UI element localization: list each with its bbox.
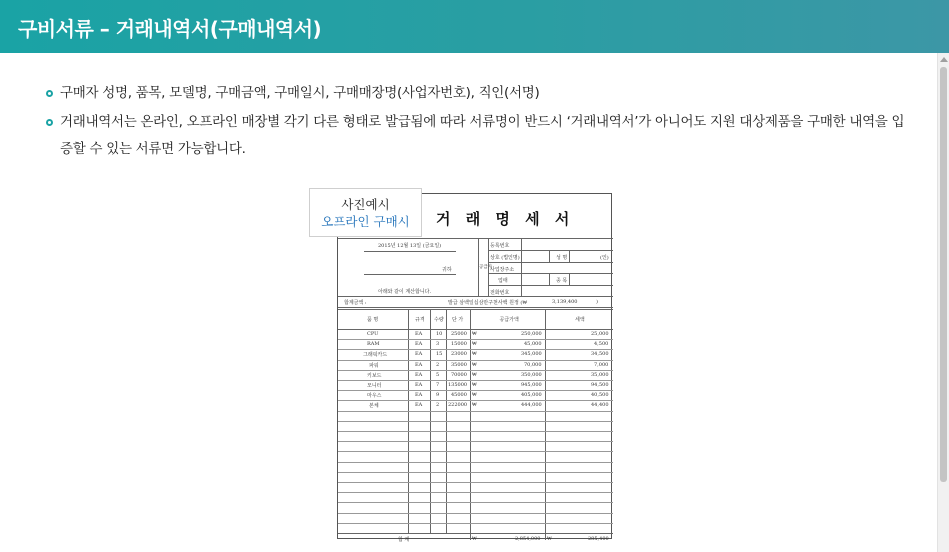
table-row-line <box>338 502 613 503</box>
page-header <box>0 0 949 53</box>
cell-qty: 9 <box>436 392 440 399</box>
table-row-line <box>338 482 613 483</box>
supplier-field: 전화번호 <box>490 290 510 296</box>
cell-tax: 34,500 <box>591 351 609 358</box>
table-column-header-amount: 공급가액 <box>499 317 519 323</box>
cell-price: 222000 <box>448 402 468 409</box>
cell-currency: ₩ <box>472 392 477 399</box>
cell-spec: EA <box>415 371 423 378</box>
list-item <box>46 109 916 163</box>
cell-amount: 350,000 <box>521 371 542 378</box>
cell-price: 35000 <box>451 361 467 368</box>
cell-currency: ₩ <box>472 382 477 388</box>
bullet-circle-icon <box>46 119 53 126</box>
cell-name: 본체 <box>369 403 379 410</box>
total-close: ) <box>596 299 598 305</box>
cell-amount: 345,000 <box>521 351 542 358</box>
supplier-extra: 성 명 <box>556 255 568 261</box>
table-row-line <box>338 451 613 452</box>
cell-spec: EA <box>415 392 423 399</box>
table-row-line <box>338 349 613 350</box>
cell-price: 15000 <box>451 341 467 348</box>
table-row-line <box>338 339 613 340</box>
table-column-header-tax: 세액 <box>575 317 585 323</box>
table-row-line <box>338 390 613 391</box>
cell-spec: EA <box>415 402 423 409</box>
cell-name: 파워 <box>369 362 379 369</box>
statement-title: 거 래 명 세 서 <box>436 210 575 228</box>
page-title: 구비서류 – 거래내역서(구매내역서) <box>18 17 322 41</box>
cell-qty: 15 <box>436 351 443 358</box>
cell-name: 키보드 <box>367 372 382 379</box>
table-divider <box>338 533 613 534</box>
table-column-header-price: 단 가 <box>452 317 464 323</box>
table-row-line <box>338 360 613 361</box>
supplier-field: 업태 <box>498 278 508 284</box>
cell-price: 45000 <box>451 392 467 399</box>
sum-amount: 2,854,000 <box>515 536 541 542</box>
supplier-field: 상호 (법인명) <box>490 255 520 261</box>
sum-label: 합 계 <box>398 537 410 543</box>
cell-tax: 40,500 <box>591 392 609 399</box>
table-divider <box>338 329 613 330</box>
cell-tax: 94,500 <box>591 382 609 388</box>
table-column-header-spec: 규격 <box>415 317 425 323</box>
table-divider <box>545 533 546 540</box>
cell-name: RAM <box>367 341 380 348</box>
total-label: 합계금액 : <box>344 300 367 306</box>
statement-date: 2015년 12월 13일 (금요일) <box>378 243 442 249</box>
table-row-line <box>338 492 613 493</box>
cell-spec: EA <box>415 382 423 388</box>
table-row-line <box>338 431 613 432</box>
table-column-header-qty: 수량 <box>434 317 444 323</box>
cell-amount: 444,000 <box>521 402 542 409</box>
photo-example-title: 사진예시 <box>341 197 390 212</box>
supplier-field: 등록번호 <box>490 243 510 249</box>
cell-amount: 45,000 <box>524 341 542 348</box>
table-column-header-name: 품 명 <box>367 317 379 323</box>
table-row-line <box>338 513 613 514</box>
table-row-line <box>338 380 613 381</box>
cell-price: 135000 <box>448 382 468 388</box>
cell-currency: ₩ <box>472 331 477 337</box>
cell-spec: EA <box>415 351 423 358</box>
transaction-statement-image <box>337 193 612 543</box>
cell-tax: 7,000 <box>594 361 609 368</box>
cell-qty: 2 <box>436 361 440 368</box>
cell-tax: 44,400 <box>591 402 609 409</box>
recipient-suffix: 귀하 <box>442 267 452 273</box>
cell-currency: ₩ <box>472 371 477 378</box>
supplier-extra: (인) <box>600 255 609 261</box>
cell-currency: ₩ <box>472 361 477 368</box>
table-row-line <box>338 523 613 524</box>
table-divider <box>470 533 471 540</box>
cell-amount: 405,000 <box>521 392 542 399</box>
table-row-line <box>338 411 613 412</box>
vertical-scrollbar[interactable] <box>937 53 949 552</box>
cell-name: CPU <box>367 331 379 337</box>
table-row-line <box>338 441 613 442</box>
cell-qty: 2 <box>436 402 440 409</box>
table-row-line <box>338 472 613 473</box>
cell-qty: 7 <box>436 382 440 388</box>
cell-name: 모니터 <box>367 383 382 389</box>
cell-name: 그래픽카드 <box>363 352 388 359</box>
cell-spec: EA <box>415 361 423 368</box>
scroll-up-icon[interactable] <box>940 57 948 62</box>
cell-qty: 3 <box>436 341 440 348</box>
supplier-extra: 종 목 <box>556 278 568 284</box>
bullet-circle-icon <box>46 90 53 97</box>
statement-greeting: 아래와 같이 계산합니다. <box>378 289 432 295</box>
cell-tax: 35,000 <box>591 371 609 378</box>
cell-spec: EA <box>415 331 423 337</box>
cell-currency: ₩ <box>472 351 477 358</box>
cell-amount: 250,000 <box>521 331 542 337</box>
cell-amount: 70,000 <box>524 361 542 368</box>
cell-name: 마우스 <box>367 393 382 400</box>
total-amount: 3,139,400 <box>552 299 578 305</box>
photo-example-subtitle: 오프라인 구매시 <box>321 214 410 229</box>
cell-price: 25000 <box>451 331 467 337</box>
bullet-text: 거래내역서는 온라인, 오프라인 매장별 각기 다른 형태로 발급됨에 따라 서류명이 반드시 ‘거래내역서’가 아니어도 지원 대상제품을 구매한 내역을 입증할 수 있는 서류면 가능합니다. <box>60 114 905 157</box>
table-row-line <box>338 462 613 463</box>
cell-price: 70000 <box>451 371 467 378</box>
sum-currency: ₩ <box>472 536 477 542</box>
scroll-thumb[interactable] <box>940 67 947 482</box>
list-item <box>46 80 916 107</box>
cell-qty: 5 <box>436 371 440 378</box>
sum-tax: 285,400 <box>588 536 609 542</box>
table-row-line <box>338 370 613 371</box>
cell-tax: 4,500 <box>594 341 609 348</box>
cell-qty: 10 <box>436 331 443 337</box>
cell-amount: 945,000 <box>521 382 542 388</box>
cell-tax: 25,000 <box>591 331 609 337</box>
table-row-line <box>338 400 613 401</box>
supplier-field: 사업장주소 <box>490 267 515 273</box>
cell-currency: ₩ <box>472 341 477 348</box>
cell-price: 23000 <box>451 351 467 358</box>
requirements-list <box>46 80 916 163</box>
cell-currency: ₩ <box>472 402 477 409</box>
table-row-line <box>338 421 613 422</box>
total-text: 발급 삼백일십삼만구천사백 원정 (₩ <box>448 300 528 306</box>
cell-spec: EA <box>415 341 423 348</box>
sum-currency: ₩ <box>547 536 552 542</box>
supplier-label: 공급자 <box>479 265 493 270</box>
photo-example-label <box>309 188 422 237</box>
bullet-text: 구매자 성명, 품목, 모델명, 구매금액, 구매일시, 구매매장명(사업자번호), 직인(서명) <box>60 85 540 101</box>
